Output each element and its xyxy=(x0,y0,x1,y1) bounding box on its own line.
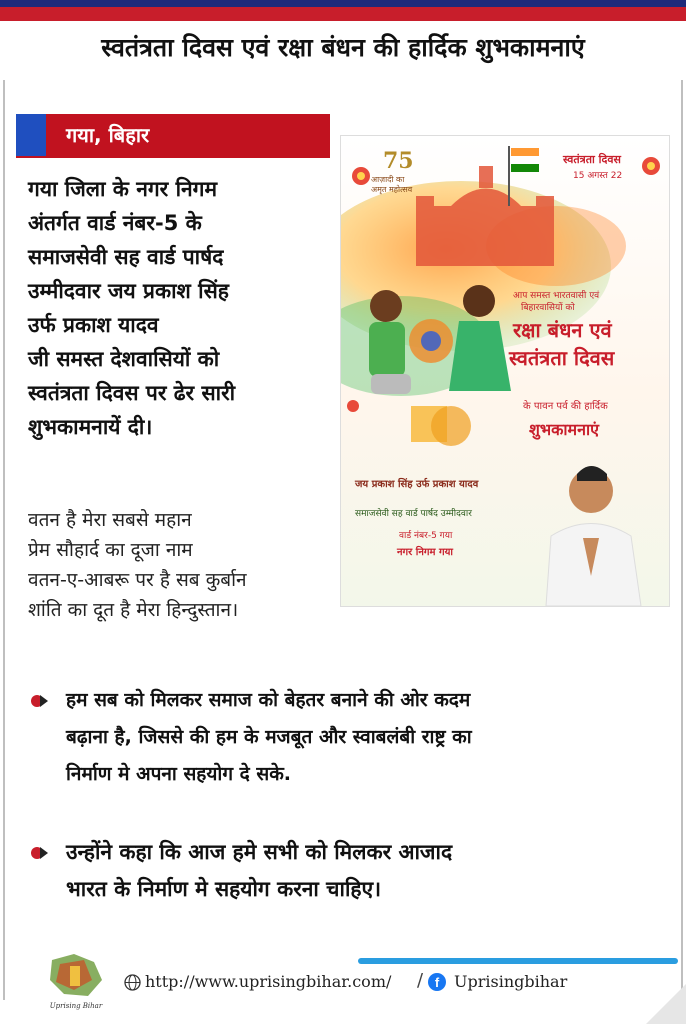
bullet-arrow-icon xyxy=(28,692,50,710)
bullet-line: हम सब को मिलकर समाज को बेहतर बनाने की ओर कदम xyxy=(66,689,471,711)
lead-line: उर्फ प्रकाश यादव xyxy=(28,313,159,337)
website-link[interactable]: http://www.uprisingbihar.com/ xyxy=(145,972,392,991)
globe-icon xyxy=(124,974,141,991)
lead-line: शुभकामनायें दी। xyxy=(28,415,153,439)
lead-line: अंतर्गत वार्ड नंबर-5 के xyxy=(28,211,202,235)
frame-line-left xyxy=(3,80,5,1000)
top-bar-red xyxy=(0,7,686,21)
poem-line: वतन-ए-आबरू पर है सब कुर्बान xyxy=(28,569,247,591)
poster-role: समाजसेवी सह वार्ड पार्षद उम्मीदवार xyxy=(355,509,472,519)
poster-sub-line1: के पावन पर्व की हार्दिक xyxy=(523,401,608,412)
location-tag-label: गया, बिहार xyxy=(66,123,150,147)
poster-badge-number: 75 xyxy=(383,148,414,174)
poster-date: 15 अगस्त 22 xyxy=(573,171,623,181)
bullet-text xyxy=(66,834,666,908)
poster-corp: नगर निगम गया xyxy=(397,547,454,558)
poster-sub-line2: शुभकामनाएं xyxy=(529,420,600,439)
page-title: स्वतंत्रता दिवस एवं रक्षा बंधन की हार्दिक शुभकामनाएं xyxy=(101,33,585,62)
top-bar-blue xyxy=(0,0,686,7)
uprising-bihar-logo xyxy=(44,950,108,1016)
logo-caption: Uprising Bihar xyxy=(49,1002,103,1010)
location-tag-blue-block xyxy=(16,114,46,156)
bullet-arrow-icon xyxy=(28,844,50,862)
poster-ward: वार्ड नंबर-5 गया xyxy=(399,531,453,541)
poem-line: शांति का दूत है मेरा हिन्दुस्तान। xyxy=(28,599,239,621)
poster-intro-line2: बिहारवासियों को xyxy=(521,303,575,313)
bullet-line: निर्माण मे अपना सहयोग दे सके. xyxy=(66,763,292,785)
poster-image xyxy=(340,135,670,607)
poster-badge-line1: आज़ादी का xyxy=(371,175,405,184)
facebook-link[interactable]: Uprisingbihar xyxy=(454,972,568,991)
footer-separator: / xyxy=(417,970,424,991)
lead-line: गया जिला के नगर निगम xyxy=(28,177,218,201)
location-tag xyxy=(16,114,330,156)
bullet-line: बढ़ाना है, जिससे की हम के मजबूत और स्वाबलंबी राष्ट्र का xyxy=(66,726,472,748)
corner-decoration xyxy=(636,984,686,1024)
poem-line: वतन है मेरा सबसे महान xyxy=(28,509,192,531)
poster-main-line1: रक्षा बंधन एवं xyxy=(513,318,612,342)
poster-intro-line1: आप समस्त भारतवासी एवं xyxy=(513,291,600,301)
lead-paragraph xyxy=(28,172,338,444)
poster-date-title: स्वतंत्रता दिवस xyxy=(563,153,621,166)
poster-name: जय प्रकाश सिंह उर्फ प्रकाश यादव xyxy=(355,479,479,490)
location-tag-underline xyxy=(16,156,330,158)
bullet-line: उन्होंने कहा कि आज हमे सभी को मिलकर आजाद xyxy=(66,840,453,864)
facebook-icon[interactable]: f xyxy=(428,973,446,991)
bullet-text xyxy=(66,682,666,793)
poem xyxy=(28,505,348,625)
bullet-line: भारत के निर्माण मे सहयोग करना चाहिए। xyxy=(66,877,382,901)
lead-line: स्वतंत्रता दिवस पर ढेर सारी xyxy=(28,381,236,405)
poem-line: प्रेम सौहार्द का दूजा नाम xyxy=(28,539,193,561)
frame-line-right xyxy=(681,80,683,1000)
poster-badge-line2: अमृत महोत्सव xyxy=(371,185,413,194)
lead-line: जी समस्त देशवासियों को xyxy=(28,347,220,371)
lead-line: उम्मीदवार जय प्रकाश सिंह xyxy=(28,279,229,303)
footer-accent-line xyxy=(358,958,678,964)
lead-line: समाजसेवी सह वार्ड पार्षद xyxy=(28,245,224,269)
poster-main-line2: स्वतंत्रता दिवस xyxy=(509,346,615,370)
